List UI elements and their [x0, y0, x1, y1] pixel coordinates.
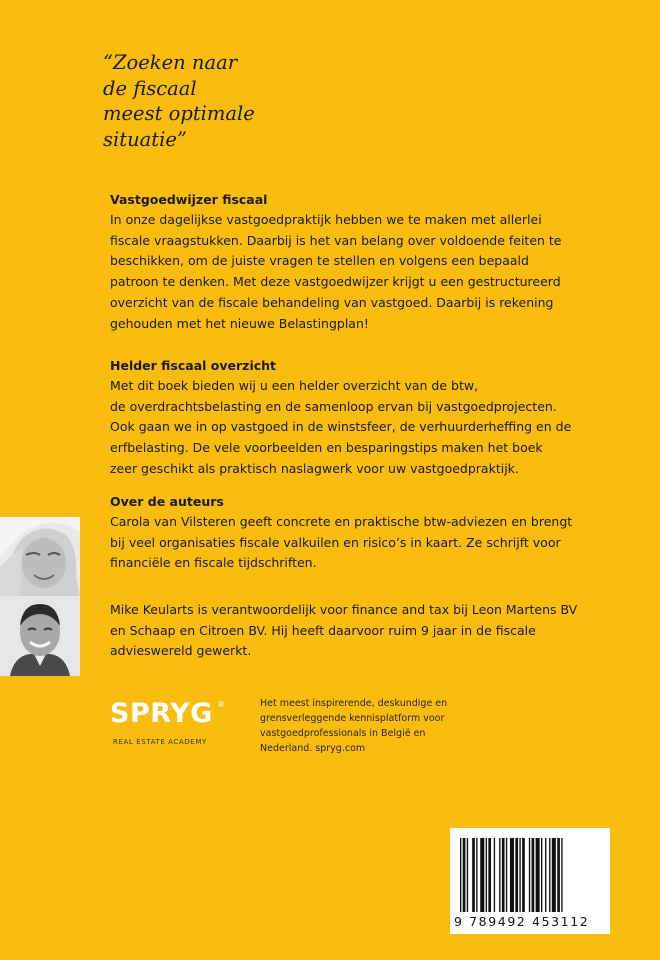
tagline-line: Het meest inspirerende, deskundige en [260, 698, 448, 709]
section-vastgoedwijzer [110, 190, 630, 334]
section-helder-overzicht [110, 356, 630, 480]
author-photo-carola [0, 517, 80, 596]
body-line: erfbelasting. De vele voorbeelden en besparingstips maken het boek [110, 440, 543, 456]
body-line: gehouden met het nieuwe Belastingplan! [110, 315, 369, 331]
section-title: Vastgoedwijzer fiscaal [110, 192, 268, 207]
isbn-barcode [450, 828, 610, 934]
body-line: Ook gaan we in op vastgoed in de winstsfeer, de verhuurderheffing en de [110, 419, 572, 435]
tagline-line: vastgoedprofessionals in België en [260, 728, 426, 739]
body-line: Met dit boek bieden wij u een helder overzicht van de btw, [110, 378, 479, 393]
body-line: Carola van Vilsteren geeft concrete en praktische btw-adviezen en brengt [110, 514, 573, 529]
author-photo-mike [0, 596, 80, 676]
body-line: de overdrachtsbelasting en de samenloop ervan bij vastgoedprojecten. [110, 398, 557, 414]
body-line: Mike Keularts is verantwoordelijk voor finance and tax bij Leon Martens BV [110, 602, 578, 617]
barcode-bars-icon [458, 838, 602, 912]
publisher-tagline [260, 696, 480, 756]
section-title: Over de auteurs [110, 494, 224, 509]
logo-subtitle: REAL ESTATE ACADEMY [113, 738, 207, 746]
body-line: financiële en fiscale tijdschriften. [110, 555, 317, 571]
back-cover-quote [103, 50, 255, 152]
body-line: In onze dagelijkse vastgoedpraktijk hebben we te maken met allerlei [110, 212, 542, 227]
logo-wordmark: SPRYG [110, 698, 213, 729]
body-line: fiscale vraagstukken. Daarbij is het van belang over voldoende feiten te [110, 232, 562, 248]
body-line: bij veel organisaties fiscale valkuilen en risico’s in kaart. Ze schrijft voor [110, 534, 561, 550]
body-line: advieswereld gewerkt. [110, 643, 252, 659]
quote-line-3: meest optimale [103, 102, 255, 125]
isbn-number: 9 789492 453112 [454, 914, 590, 929]
section-author-mike [110, 600, 630, 662]
quote-line-1: “Zoeken naar [103, 51, 238, 74]
quote-line-4: situatie” [103, 127, 187, 151]
body-line: overzicht van de fiscale behandeling van vastgoed. Daarbij is rekening [110, 294, 554, 310]
section-title: Helder fiscaal overzicht [110, 358, 277, 373]
spryg-logo [110, 698, 240, 754]
registered-mark: ® [217, 700, 225, 709]
body-line: en Schaap en Citroen BV. Hij heeft daarvoor ruim 9 jaar in de fiscale [110, 622, 536, 638]
body-line: zeer geschikt als praktisch naslagwerk voor uw vastgoedpraktijk. [110, 460, 519, 476]
tagline-line: grensverleggende kennisplatform voor [260, 713, 445, 724]
section-over-de-auteurs [110, 492, 630, 574]
body-line: beschikken, om de juiste vragen te stellen en volgens een bepaald [110, 253, 529, 269]
body-line: patroon te denken. Met deze vastgoedwijzer krijgt u een gestructureerd [110, 274, 561, 290]
quote-line-2: de fiscaal [103, 76, 197, 100]
tagline-line: Nederland. spryg.com [260, 743, 366, 754]
